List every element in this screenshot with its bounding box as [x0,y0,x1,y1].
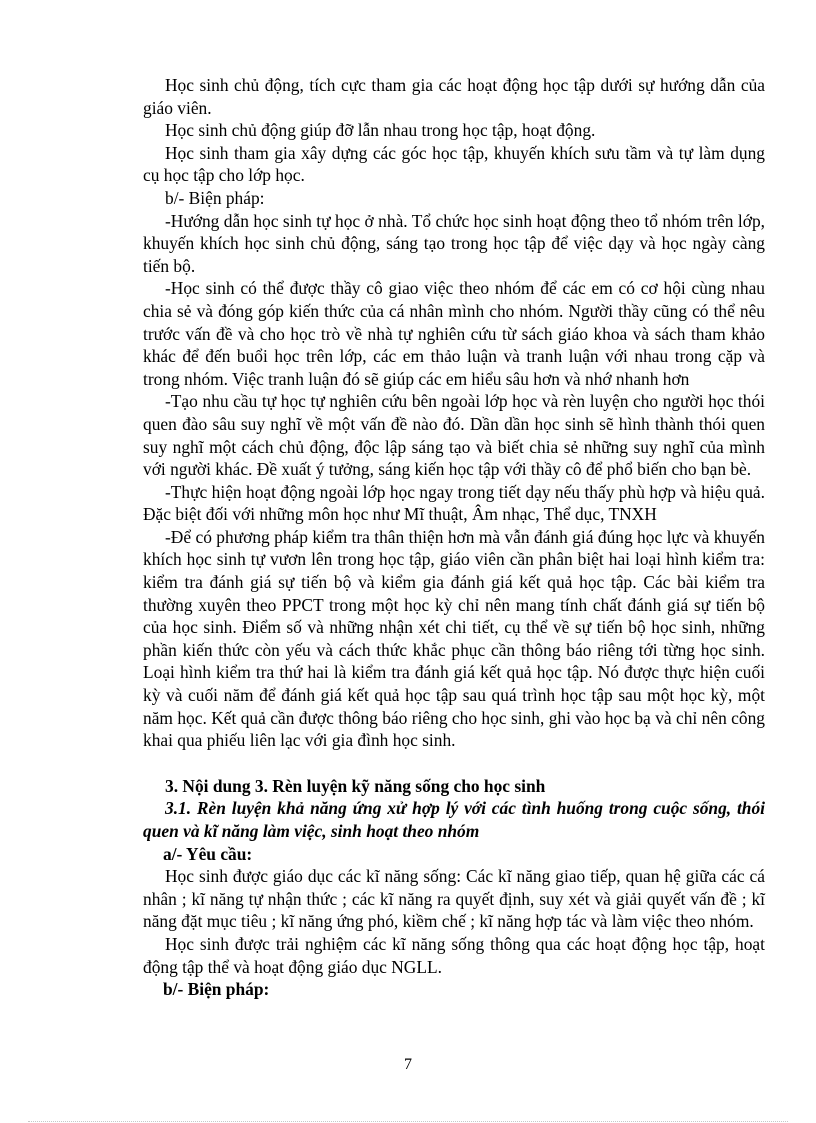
spacer [143,752,765,775]
paragraph: Học sinh tham gia xây dựng các góc học tập, khuyến khích sưu tầm và tự làm dụng cụ học tập cho lớp học. [143,142,765,186]
document-body [143,74,765,1001]
paragraph: -Tạo nhu cầu tự học tự nghiên cứu bên ngoài lớp học và rèn luyện cho người học thói quen đào sâu suy nghĩ về một vấn đề nào đó. Dần dần học sinh sẽ hình thành thói quen suy nghĩ một cách chủ động, độc lập sáng tạo và biết chia sẻ những suy nghĩ của mình với người khác. Đề xuất ý tưởng, sáng kiến học tập với thầy cô để phổ biến cho bạn bè. [143,391,765,480]
paragraph: Học sinh được giáo dục các kĩ năng sống: Các kĩ năng giao tiếp, quan hệ giữa các cá nhân ; kĩ năng tự nhận thức ; các kĩ năng ra quyết định, suy xét và giải quyết vấn đề ; kĩ năng đặt mục tiêu ; kĩ năng ứng phó, kiềm chế ; kĩ năng hợp tác và làm việc theo nhóm. [143,866,765,932]
paragraph: -Để có phương pháp kiểm tra thân thiện hơn mà vẫn đánh giá đúng học lực và khuyến khích học sinh tự vươn lên trong học tập, giáo viên cần phân biệt hai loại hình kiểm tra: kiểm tra đánh giá sự tiến bộ và kiểm gia đánh giá kết quả học tập. Các bài kiểm tra thường xuyên theo PPCT trong một học kỳ chỉ nên mang tính chất đánh giá sự tiến bộ của học sinh. Điểm số và những nhận xét chi tiết, cụ thể về sự tiến bộ học sinh, những phần kiến thức còn yếu và cách thức khắc phục cần thông báo riêng tới từng học sinh. Loại hình kiểm tra thứ hai là kiểm tra đánh giá kết quả học tập. Nó được thực hiện cuối kỳ và cuối năm để đánh giá kết quả học tập sau quá trình học tập sau một học kỳ, một năm học. Kết quả cần được thông báo riêng cho học sinh, ghi vào học bạ và chỉ nên công khai qua phiếu liên lạc với gia đình học sinh. [143,526,765,751]
subsection-heading: 3.1. Rèn luyện khả năng ứng xử hợp lý với các tình huống trong cuộc sống, thói quen và kĩ năng làm việc, sinh hoạt theo nhóm [143,798,765,841]
subheading-measures: b/- Biện pháp: [163,979,270,1000]
section-heading: 3. Nội dung 3. Rèn luyện kỹ năng sống cho học sinh [165,775,546,796]
paragraph: -Học sinh có thể được thầy cô giao việc theo nhóm để các em có cơ hội cùng nhau chia sẻ và đóng góp kiến thức của cá nhân mình cho nhóm. Người thầy cũng có thể nêu trước vấn đề và cho học trò về nhà tự nghiên cứu từ sách giáo khoa và sách tham khảo khác để đến buổi học trên lớp, các em thảo luận và tranh luận với nhau trong cặp và trong nhóm. Việc tranh luận đó sẽ giúp các em hiểu sâu hơn và nhớ nhanh hơn [143,278,765,389]
subheading-requirements: a/- Yêu cầu: [163,843,253,864]
subheading-measures: b/- Biện pháp: [165,187,265,208]
page-bottom-rule [28,1121,788,1122]
paragraph: Học sinh chủ động, tích cực tham gia các hoạt động học tập dưới sự hướng dẫn của giáo viên. [143,75,765,118]
paragraph: -Thực hiện hoạt động ngoài lớp học ngay trong tiết dạy nếu thấy phù hợp và hiệu quả. Đặc biệt đối với những môn học như Mĩ thuật, Âm nhạc, Thể dục, TNXH [143,481,765,525]
paragraph: -Hướng dẫn học sinh tự học ở nhà. Tổ chức học sinh hoạt động theo tổ nhóm trên lớp, khuyến khích học sinh chủ động, sáng tạo trong học tập để việc dạy và học ngày càng tiến bộ. [143,210,765,276]
page-number: 7 [404,1056,412,1073]
paragraph: Học sinh được trải nghiệm các kĩ năng sống thông qua các hoạt động học tập, hoạt động tập thể và hoạt động giáo dục NGLL. [143,933,765,977]
paragraph: Học sinh chủ động giúp đỡ lẫn nhau trong học tập, hoạt động. [165,120,596,141]
